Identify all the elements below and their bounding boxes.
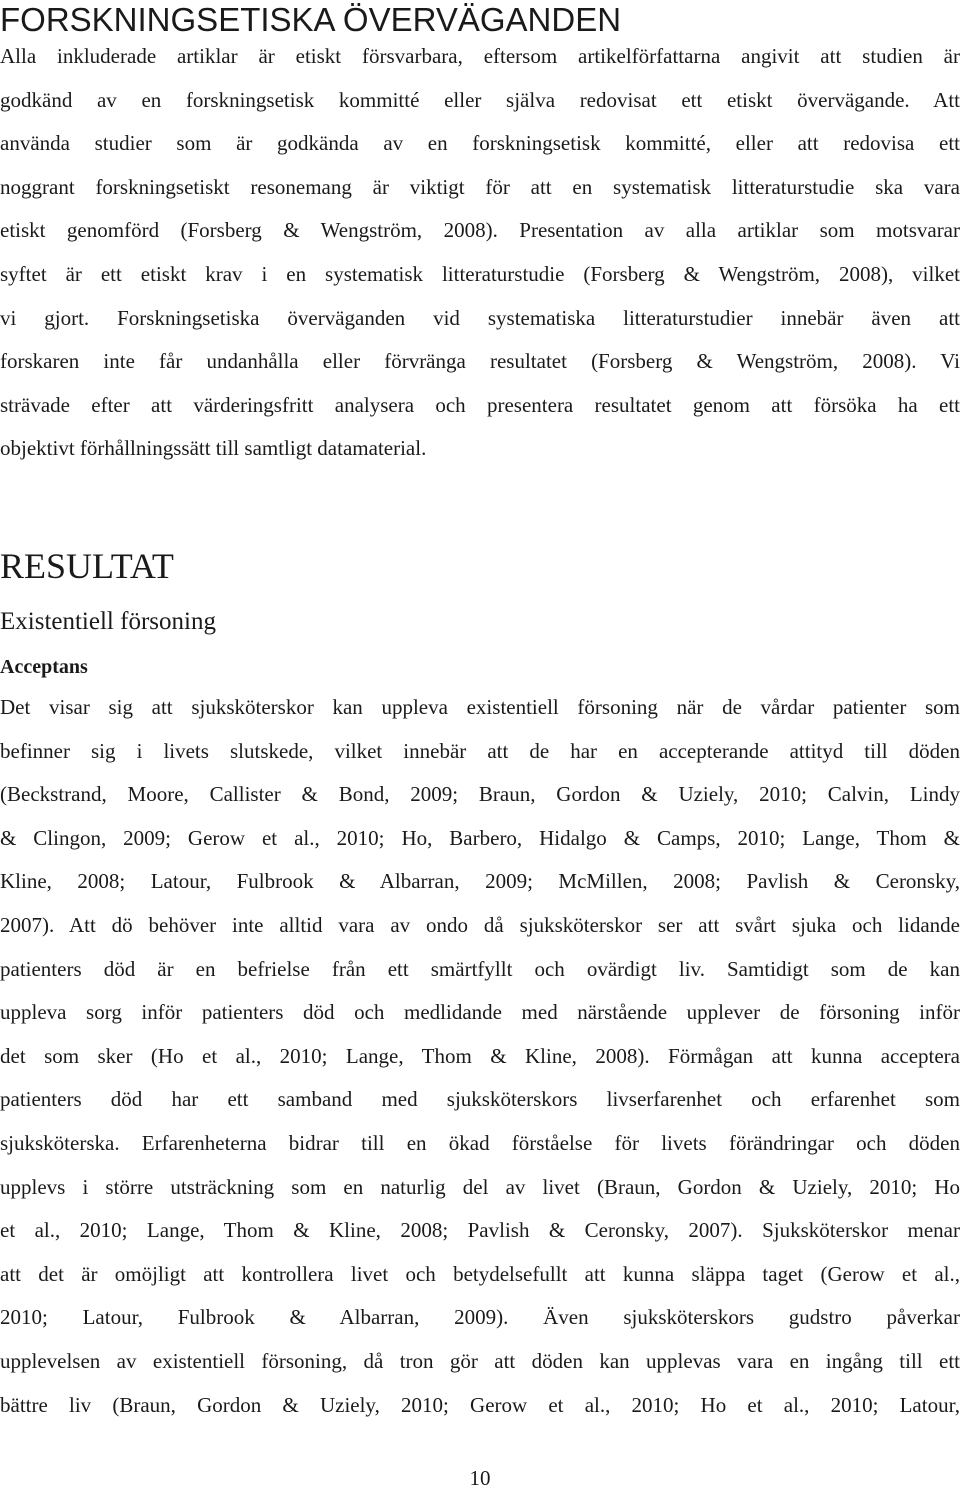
result-paragraph — [0, 686, 960, 1427]
text-line: vi gjort. Forskningsetiska överväganden vid systematiska litteraturstudier innebär även att — [0, 305, 960, 330]
text-line: att det är omöjligt att kontrollera livet och betydelsefullt att kunna släppa taget (Gerow et al., — [0, 1261, 960, 1286]
text-line: syftet är ett etiskt krav i en systematisk litteraturstudie (Forsberg & Wengström, 2008), vilket — [0, 261, 960, 286]
text-line: Kline, 2008; Latour, Fulbrook & Albarran, 2009; McMillen, 2008; Pavlish & Ceronsky, — [0, 869, 960, 894]
subsection-heading: Existentiell försoning — [0, 608, 216, 635]
text-line: patienters död har ett samband med sjuksköterskors livserfarenhet och erfarenhet som — [0, 1087, 960, 1112]
section-heading-ethics: FORSKNINGSETISKA ÖVERVÄGANDEN — [0, 1, 622, 38]
section-heading-result: RESULTAT — [0, 546, 174, 586]
text-line: bättre liv (Braun, Gordon & Uziely, 2010; Gerow et al., 2010; Ho et al., 2010; Latour, — [0, 1392, 960, 1417]
text-line: et al., 2010; Lange, Thom & Kline, 2008; Pavlish & Ceronsky, 2007). Sjuksköterskor menar — [0, 1218, 960, 1243]
text-line: upplevs i större utsträckning som en naturlig del av livet (Braun, Gordon & Uziely, 2010; Ho — [0, 1174, 960, 1199]
text-line: patienters död är en befrielse från ett smärtfyllt och ovärdigt liv. Samtidigt som de kan — [0, 956, 960, 981]
text-line: etiskt genomförd (Forsberg & Wengström, 2008). Presentation av alla artiklar som motsvarar — [0, 218, 960, 243]
text-line: Alla inkluderade artiklar är etiskt försvarbara, eftersom artikelförfattarna angivit att studien är — [0, 44, 960, 68]
text-line: & Clingon, 2009; Gerow et al., 2010; Ho, Barbero, Hidalgo & Camps, 2010; Lange, Thom & — [0, 825, 960, 850]
text-line: befinner sig i livets slutskede, vilket innebär att de har en accepterande attityd till döden — [0, 738, 960, 763]
text-line: Det visar sig att sjuksköterskor kan uppleva existentiell försoning när de vårdar patienter som — [0, 695, 960, 719]
text-line: använda studier som är godkända av en forskningsetisk kommitté, eller att redovisa ett — [0, 131, 960, 156]
text-line: det som sker (Ho et al., 2010; Lange, Thom & Kline, 2008). Förmågan att kunna acceptera — [0, 1043, 960, 1068]
subsubsection-heading: Acceptans — [0, 656, 88, 678]
ethics-paragraph — [0, 35, 960, 471]
page-number: 10 — [469, 1466, 491, 1490]
text-line: uppleva sorg inför patienters död och medlidande med närstående upplever de försoning inför — [0, 1000, 960, 1025]
text-line: upplevelsen av existentiell försoning, då tron gör att döden kan upplevas vara en ingång till ett — [0, 1348, 960, 1373]
text-line: forskaren inte får undanhålla eller förvränga resultatet (Forsberg & Wengström, 2008). Vi — [0, 349, 960, 374]
text-line: objektivt förhållningssätt till samtligt datamaterial. — [0, 436, 427, 461]
text-line: (Beckstrand, Moore, Callister & Bond, 2009; Braun, Gordon & Uziely, 2010; Calvin, Lindy — [0, 782, 960, 807]
text-line: 2010; Latour, Fulbrook & Albarran, 2009). Även sjuksköterskors gudstro påverkar — [0, 1305, 960, 1330]
text-line: godkänd av en forskningsetisk kommitté eller själva redovisat ett etiskt övervägande. Att — [0, 87, 960, 112]
text-line: strävade efter att värderingsfritt analysera och presentera resultatet genom att försöka ha ett — [0, 392, 960, 417]
text-line: noggrant forskningsetiskt resonemang är viktigt för att en systematisk litteraturstudie ska vara — [0, 174, 960, 199]
text-line: 2007). Att dö behöver inte alltid vara av ondo då sjuksköterskor ser att svårt sjuka och lidande — [0, 912, 960, 937]
text-line: sjuksköterska. Erfarenheterna bidrar till en ökad förståelse för livets förändringar och döden — [0, 1130, 960, 1155]
